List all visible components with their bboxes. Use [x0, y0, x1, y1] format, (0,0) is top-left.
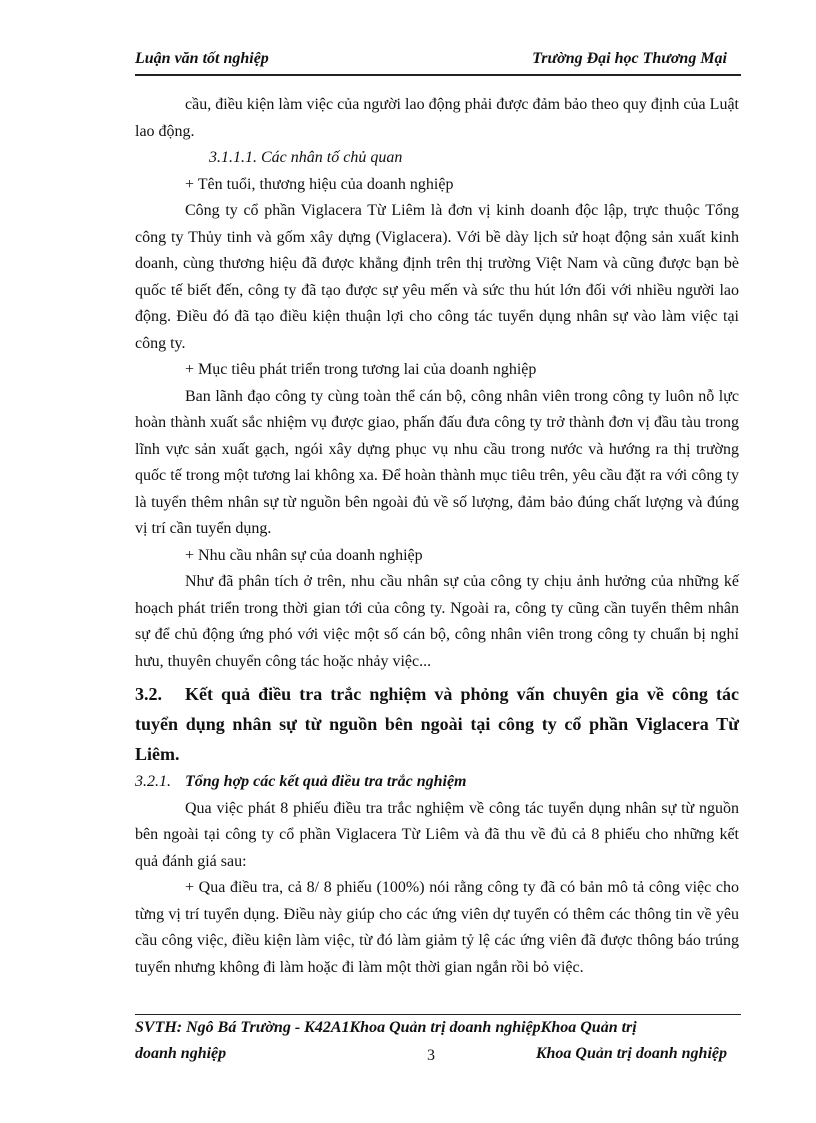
page-footer — [135, 1014, 741, 1067]
subsection-title: Tổng hợp các kết quả điều tra trắc nghiệm — [185, 773, 467, 790]
paragraph-2: Công ty cổ phần Viglacera Từ Liêm là đơn vị kinh doanh độc lập, trực thuộc Tổng công ty Thủy tinh và gốm xây dựng (Viglacera). Với bề dày lịch sử hoạt động sản xuất kinh doanh, cùng thương hiệu đã được khẳng định trên thị trường Việt Nam và cũng được bạn bè quốc tế biết đến, công ty đã tạo được sự yêu mến và sức thu hút lớn đối với nhiều người lao động. Điều đó đã tạo điều kiện thuận lợi cho công tác tuyển dụng nhân sự vào làm việc tại công ty. — [135, 202, 739, 352]
paragraph-5: Qua việc phát 8 phiếu điều tra trắc nghiệm về công tác tuyển dụng nhân sự từ nguồn bên ngoài tại công ty cổ phần Viglacera Từ Liêm và đã thu về đủ cả 8 phiếu cho những kết quả đánh giá sau: — [135, 799, 739, 870]
subsection-heading: 3.1.1.1. Các nhân tố chủ quan — [209, 149, 403, 166]
paragraph-6: + Qua điều tra, cả 8/ 8 phiếu (100%) nói rằng công ty đã có bản mô tả công việc cho từng vị trí tuyển dụng. Điều này giúp cho các ứng viên dự tuyển có thêm các thông tin về yêu cầu công việc, điều kiện làm việc, từ đó làm giảm tỷ lệ các ứng viên đã được thông báo trúng tuyển nhưng không đi làm hoặc đi làm một thời gian ngắn rồi bỏ việc. — [135, 879, 739, 976]
bullet-1: + Tên tuổi, thương hiệu của doanh nghiệp — [185, 175, 454, 193]
section-heading — [135, 679, 739, 769]
header-right: Trường Đại học Thương Mại — [532, 50, 727, 67]
footer-line-1: SVTH: Ngô Bá Trường - K42A1Khoa Quản trị doanh nghiệpKhoa Quản trị — [135, 1019, 637, 1036]
footer-line-2: doanh nghiệp — [135, 1045, 227, 1062]
header-left: Luận văn tốt nghiệp — [135, 50, 269, 67]
page-number: 3 — [427, 1047, 435, 1064]
footer-line-3: Khoa Quản trị doanh nghiệp — [535, 1045, 727, 1062]
paragraph-1: cầu, điều kiện làm việc của người lao động phải được đảm bảo theo quy định của Luật lao động. — [135, 96, 739, 140]
section-title: Kết quả điều tra trắc nghiệm và phỏng vấn chuyên gia về công tác tuyển dụng nhân sự từ nguồn bên ngoài tại công ty cổ phần Viglacera Từ Liêm. — [135, 684, 739, 764]
subsection-heading-2 — [135, 769, 739, 796]
document-body — [135, 92, 739, 981]
section-number: 3.2. — [135, 684, 162, 704]
footer-row-2 — [135, 1041, 741, 1067]
paragraph-4: Như đã phân tích ở trên, nhu cầu nhân sự của công ty chịu ảnh hưởng của những kế hoạch phát triển trong thời gian tới của công ty. Ngoài ra, công ty cũng cần tuyển thêm nhân sự để chủ động ứng phó với việc một số cán bộ, công nhân viên trong công ty chuẩn bị nghỉ hưu, thuyên chuyển công tác hoặc nhảy việc... — [135, 573, 739, 670]
bullet-3: + Nhu cầu nhân sự của doanh nghiệp — [185, 546, 423, 564]
subsection-number: 3.2.1. — [135, 773, 171, 790]
page-header — [135, 48, 741, 76]
paragraph-3: Ban lãnh đạo công ty cùng toàn thể cán bộ, công nhân viên trong công ty luôn nỗ lực hoàn thành xuất sắc nhiệm vụ được giao, phấn đấu đưa công ty trở thành đơn vị đầu tàu trong lĩnh vực sản xuất gạch, ngói xây dựng phục vụ nhu cầu trong nước và hướng ra thị trường quốc tế trong một tương lai không xa. Để hoàn thành mục tiêu trên, yêu cầu đặt ra với công ty là tuyển thêm nhân sự từ nguồn bên ngoài đủ về số lượng, đảm bảo đúng chất lượng và đúng vị trí cần tuyển dụng. — [135, 387, 739, 537]
bullet-2: + Mục tiêu phát triển trong tương lai của doanh nghiệp — [185, 361, 537, 378]
